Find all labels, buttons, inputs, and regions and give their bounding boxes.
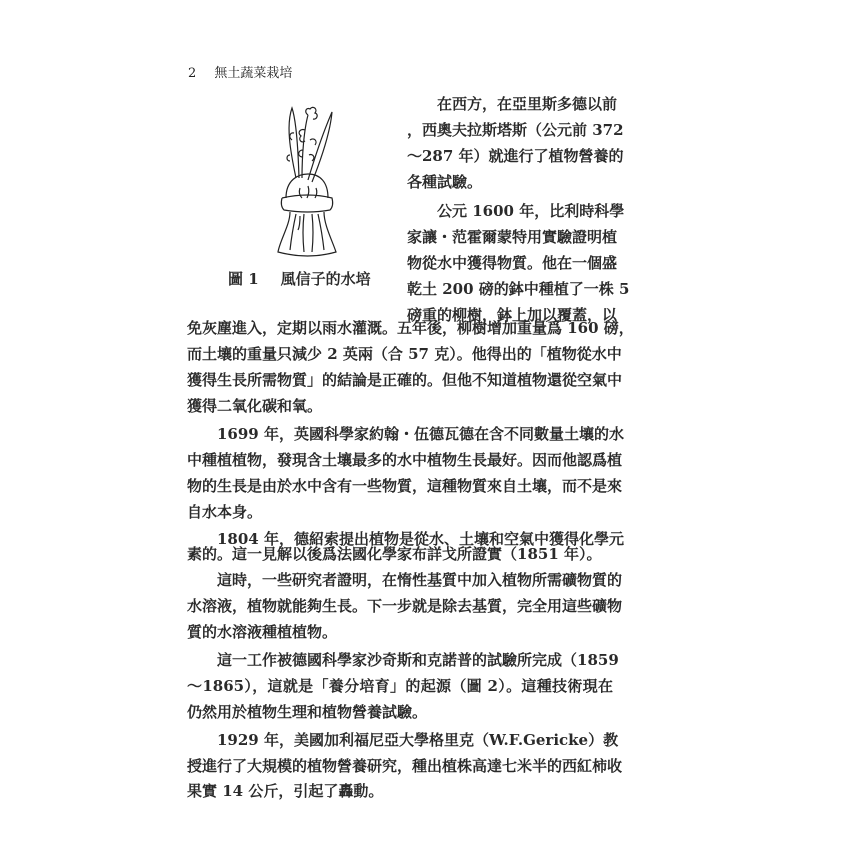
text-line: 自水本身。 <box>187 503 263 521</box>
text-line: 素的。這一見解以後爲法國化學家布詳戈所證實（1851 年）。 <box>187 545 602 563</box>
text-line: 獲得生長所需物質」的結論是正確的。但他不知道植物還從空氣中 <box>187 371 623 389</box>
text-line: 物從水中獲得物質。他在一個盛 <box>407 254 618 272</box>
text-line: 1804 年，德紹索提出植物是從水、土壤和空氣中獲得化學元 <box>217 530 624 548</box>
text-line: ，西奧夫拉斯塔斯（公元前 372 <box>407 121 624 139</box>
text-line: 免灰塵進入，定期以雨水灌溉。五年後，柳樹增加重量爲 160 磅， <box>187 319 634 337</box>
text-line: 這時，一些研究者證明，在惰性基質中加入植物所需礦物質的 <box>217 571 623 589</box>
text-line: 公元 1600 年，比利時科學 <box>437 202 625 220</box>
page-number: 2 <box>188 66 197 81</box>
text-line: 在西方，在亞里斯多德以前 <box>437 95 618 113</box>
text-line: 而土壤的重量只減少 2 英兩（合 57 克）。他得出的「植物從水中 <box>187 345 622 363</box>
text-line: 各種試驗。 <box>407 173 483 191</box>
text-line: 家讓・范霍爾蒙特用實驗證明植 <box>407 228 618 246</box>
text-line: 果實 14 公斤，引起了轟動。 <box>187 782 384 800</box>
text-line: 質的水溶液種植植物。 <box>187 623 338 641</box>
text-line: 乾土 200 磅的鉢中種植了一株 5 <box>407 280 630 298</box>
text-line: 1929 年，美國加利福尼亞大學格里克（W.F.Gericke）教 <box>217 731 619 749</box>
text-line: 仍然用於植物生理和植物營養試驗。 <box>187 703 428 721</box>
text-line: 中種植植物，發現含土壤最多的水中植物生長最好。因而他認爲植 <box>187 451 623 469</box>
figure-caption <box>228 268 393 289</box>
text-line: ～1865），這就是「養分培育」的起源（圖 2）。這種技術現在 <box>187 677 613 695</box>
figure-label: 圖 1 <box>228 270 259 288</box>
text-line: 授進行了大規模的植物營養研究，種出植株高達七米半的西紅柿收 <box>187 757 623 775</box>
running-title: 無土蔬菜栽培 <box>214 66 293 81</box>
text-line: 物的生長是由於水中含有一些物質，這種物質來自土壤，而不是來 <box>187 477 623 495</box>
text-line: 1699 年，英國科學家約翰・伍德瓦德在含不同數量土壤的水 <box>217 425 624 443</box>
text-line: 磅重的柳樹，鉢上加以覆蓋，以 <box>407 306 618 324</box>
figure-caption-text: 風信子的水培 <box>280 270 371 288</box>
page-header <box>188 62 292 81</box>
hyacinth-water-culture-illustration <box>272 100 347 260</box>
text-line: ～287 年）就進行了植物營養的 <box>407 147 624 165</box>
text-line: 獲得二氧化碳和氧。 <box>187 397 323 415</box>
text-line: 這一工作被德國科學家沙奇斯和克諾普的試驗所完成（1859 <box>217 651 619 669</box>
text-line: 水溶液，植物就能夠生長。下一步就是除去基質，完全用這些礦物 <box>187 597 623 615</box>
